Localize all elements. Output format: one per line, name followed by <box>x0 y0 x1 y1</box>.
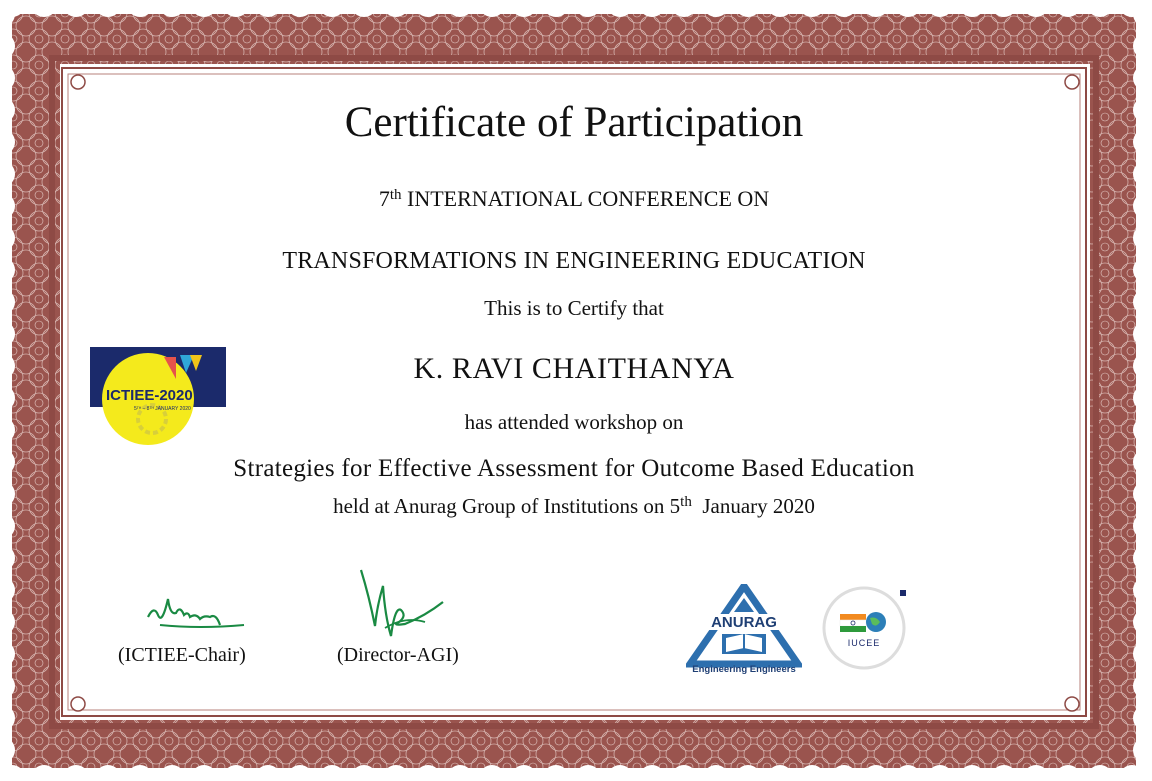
ictiee-logo-name: ICTIEE-2020 <box>106 387 193 404</box>
workshop-title: Strategies for Effective Assessment for Outcome Based Education <box>233 455 915 482</box>
chair-signature-label: (ICTIEE-Chair) <box>118 644 246 666</box>
conference-number-suffix: th <box>389 187 402 203</box>
attended-text: has attended workshop on <box>464 410 684 434</box>
conference-number: 7 <box>378 186 390 211</box>
anurag-logo <box>686 584 802 676</box>
director-signature <box>355 566 455 646</box>
chair-signature <box>140 585 260 635</box>
iucee-logo-name: IUCEE <box>847 638 881 648</box>
director-signature-label: (Director-AGI) <box>337 644 459 666</box>
venue-date: January 2020 <box>691 494 815 518</box>
certify-text: This is to Certify that <box>484 296 664 320</box>
venue-prefix: held at Anurag Group of Institutions on 5 <box>333 494 681 518</box>
conference-line-1-text: INTERNATIONAL CONFERENCE ON <box>401 186 770 211</box>
conference-line-2: TRANSFORMATIONS IN ENGINEERING EDUCATION <box>282 248 866 274</box>
ictiee-logo-dates: 5ᵀᴴ – 8ᵀᴴ JANUARY 2020 <box>134 406 191 412</box>
participant-name: K. RAVI CHAITHANYA <box>413 352 735 385</box>
ictiee-logo <box>90 347 226 447</box>
venue-date-suffix: th <box>680 494 692 510</box>
venue-line <box>0 494 1148 519</box>
anurag-logo-tagline: Engineering Engineers <box>692 664 796 675</box>
anurag-logo-name: ANURAG <box>711 614 777 631</box>
certificate-title: Certificate of Participation <box>344 99 804 146</box>
iucee-logo <box>820 586 912 674</box>
conference-line-1 <box>0 186 1148 212</box>
